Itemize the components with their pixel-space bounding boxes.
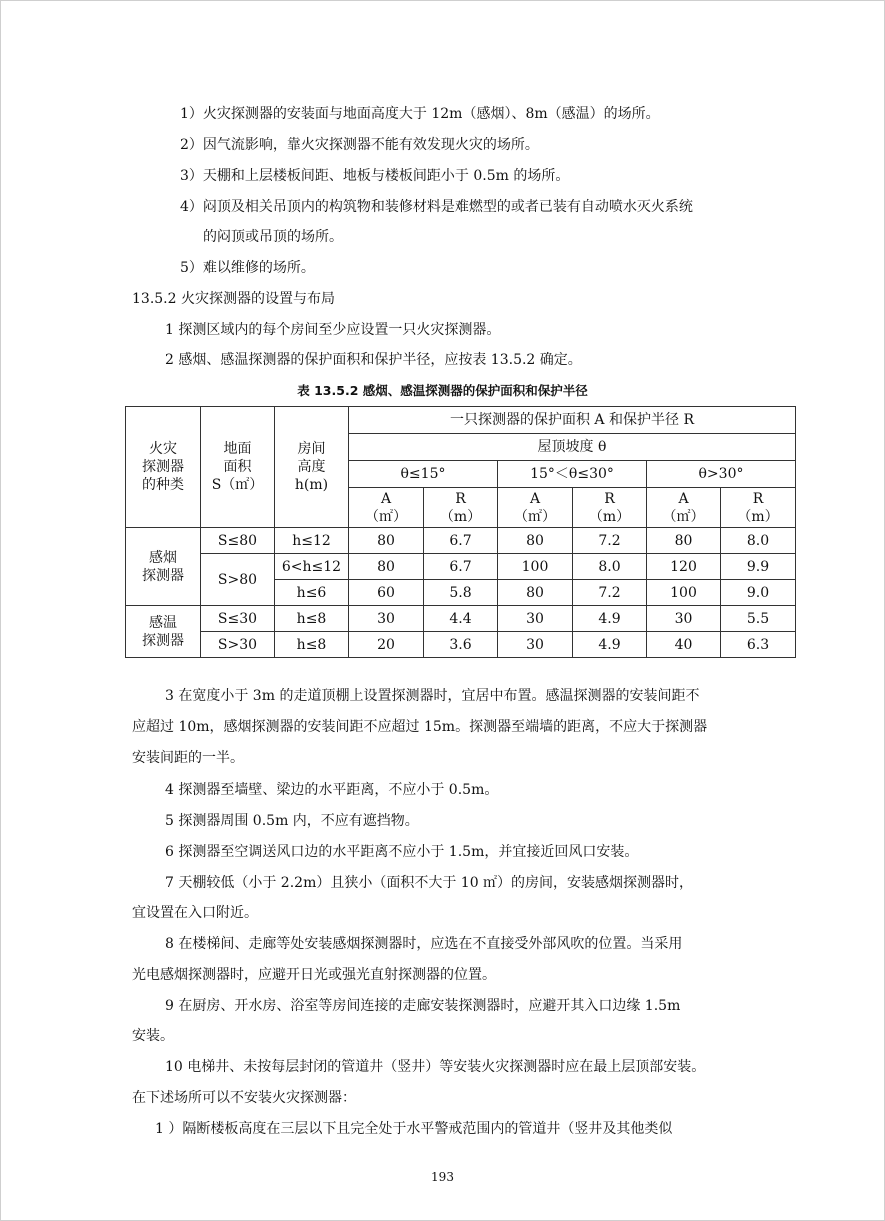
cell-height: h≤8 (275, 632, 349, 658)
cell-value: 80 (498, 528, 573, 554)
slope-range: θ>30° (647, 461, 796, 488)
header-area: 地面 面积 S（㎡） (201, 407, 275, 528)
cell-value: 4.9 (573, 606, 647, 632)
cell-value: 8.0 (721, 528, 796, 554)
header-group: 一只探测器的保护面积 A 和保护半径 R (349, 407, 796, 434)
cell-value: 9.9 (721, 554, 796, 580)
cell-value: 4.9 (573, 632, 647, 658)
paragraph-continuation: 应超过 10m，感烟探测器的安装间距不应超过 15m。探测器至端墙的距离，不应大于探测器 (132, 719, 708, 735)
cell-value: 8.0 (573, 554, 647, 580)
cell-value: 100 (647, 580, 721, 606)
sub-header-r: R （m） (721, 488, 796, 528)
cell-value: 6.7 (424, 528, 498, 554)
paragraph-continuation: 在下述场所可以不安装火灾探测器： (132, 1090, 356, 1106)
table-row (126, 632, 796, 658)
group-label-heat: 感温 探测器 (126, 606, 201, 658)
paragraph: 10 电梯井、未按每层封闭的管道井（竖井）等安装火灾探测器时应在最上层顶部安装。 (165, 1059, 706, 1075)
cell-value: 120 (647, 554, 721, 580)
paragraph: 2 感烟、感温探测器的保护面积和保护半径，应按表 13.5.2 确定。 (165, 352, 582, 368)
cell-value: 30 (498, 606, 573, 632)
cell-value: 5.5 (721, 606, 796, 632)
paragraph: 3 在宽度小于 3m 的走道顶棚上设置探测器时，宜居中布置。感温探测器的安装间距不 (165, 688, 700, 704)
list-item: 5）难以维修的场所。 (180, 260, 315, 276)
list-item: 3）天棚和上层楼板间距、地板与楼板间距小于 0.5m 的场所。 (180, 168, 570, 184)
cell-value: 40 (647, 632, 721, 658)
cell-height: 6<h≤12 (275, 554, 349, 580)
cell-value: 20 (349, 632, 424, 658)
list-item: 4）闷顶及相关吊顶内的构筑物和装修材料是难燃型的或者已装有自动喷水灭火系统 (180, 199, 693, 215)
paragraph-continuation: 安装间距的一半。 (132, 750, 244, 766)
cell-value: 30 (349, 606, 424, 632)
cell-area: S>30 (201, 632, 275, 658)
paragraph-continuation: 光电感烟探测器时，应避开日光或强光直射探测器的位置。 (132, 967, 496, 983)
list-item: 1）火灾探测器的安装面与地面高度大于 12m（感烟）、8m（感温）的场所。 (180, 106, 660, 122)
header-type: 火灾 探测器 的种类 (126, 407, 201, 528)
cell-value: 9.0 (721, 580, 796, 606)
cell-height: h≤8 (275, 606, 349, 632)
group-label-smoke: 感烟 探测器 (126, 528, 201, 606)
paragraph: 1 探测区域内的每个房间至少应设置一只火灾探测器。 (165, 322, 501, 338)
cell-value: 30 (498, 632, 573, 658)
slope-range: 15°＜θ≤30° (498, 461, 647, 488)
list-item: 1 ）隔断楼板高度在三层以下且完全处于水平警戒范围内的管道井（竖井及其他类似 (155, 1121, 673, 1137)
paragraph-continuation: 安装。 (132, 1028, 174, 1044)
paragraph: 6 探测器至空调送风口边的水平距离不应小于 1.5m，并宜接近回风口安装。 (165, 844, 639, 860)
sub-header-a: A （㎡） (349, 488, 424, 528)
cell-value: 7.2 (573, 528, 647, 554)
slope-range: θ≤15° (349, 461, 498, 488)
header-slope: 屋顶坡度 θ (349, 434, 796, 461)
cell-value: 6.3 (721, 632, 796, 658)
page-number: 193 (431, 1170, 454, 1184)
sub-header-r: R （m） (573, 488, 647, 528)
cell-value: 80 (349, 528, 424, 554)
cell-height: h≤12 (275, 528, 349, 554)
cell-value: 6.7 (424, 554, 498, 580)
sub-header-r: R （m） (424, 488, 498, 528)
cell-height: h≤6 (275, 580, 349, 606)
protection-table (125, 406, 796, 658)
cell-value: 80 (647, 528, 721, 554)
paragraph: 9 在厨房、开水房、浴室等房间连接的走廊安装探测器时，应避开其入口边缘 1.5m (165, 998, 681, 1014)
cell-value: 7.2 (573, 580, 647, 606)
table-caption: 表 13.5.2 感烟、感温探测器的保护面积和保护半径 (297, 383, 588, 398)
header-height: 房间 高度 h(m) (275, 407, 349, 528)
cell-value: 60 (349, 580, 424, 606)
cell-area: S≤80 (201, 528, 275, 554)
cell-value: 30 (647, 606, 721, 632)
cell-value: 80 (349, 554, 424, 580)
list-item: 2）因气流影响，靠火灾探测器不能有效发现火灾的场所。 (180, 137, 539, 153)
cell-value: 5.8 (424, 580, 498, 606)
paragraph: 4 探测器至墙壁、梁边的水平距离，不应小于 0.5m。 (165, 782, 499, 798)
paragraph-continuation: 宜设置在入口附近。 (132, 905, 258, 921)
paragraph: 7 天棚较低（小于 2.2m）且狭小（面积不大于 10 ㎡）的房间，安装感烟探测器时， (165, 875, 694, 891)
cell-area: S>80 (201, 554, 275, 606)
table-row (126, 606, 796, 632)
cell-value: 3.6 (424, 632, 498, 658)
cell-value: 80 (498, 580, 573, 606)
sub-header-a: A （㎡） (647, 488, 721, 528)
table-row (126, 528, 796, 554)
paragraph: 5 探测器周围 0.5m 内，不应有遮挡物。 (165, 813, 419, 829)
cell-area: S≤30 (201, 606, 275, 632)
sub-header-a: A （㎡） (498, 488, 573, 528)
section-heading: 13.5.2 火灾探测器的设置与布局 (132, 291, 335, 307)
table-row (126, 554, 796, 580)
cell-value: 4.4 (424, 606, 498, 632)
cell-value: 100 (498, 554, 573, 580)
paragraph: 8 在楼梯间、走廊等处安装感烟探测器时，应选在不直接受外部风吹的位置。当采用 (165, 936, 683, 952)
list-item-continuation: 的闷顶或吊顶的场所。 (203, 229, 343, 245)
